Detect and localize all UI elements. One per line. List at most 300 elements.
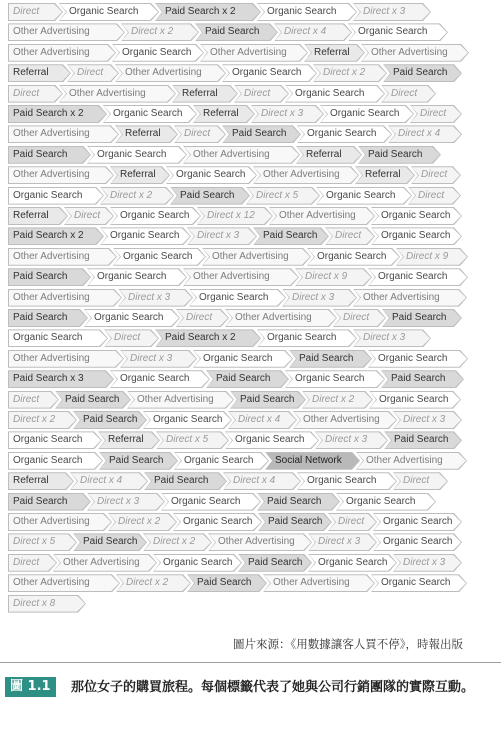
touchpoint-tag [206,370,289,388]
touchpoint-label: Paid Search [216,373,271,385]
touchpoint-tag [297,472,397,490]
touchpoint-tag [8,554,57,572]
touchpoint-tag [8,493,91,511]
touchpoint-label: Paid Search [392,312,447,323]
touchpoint-label: Paid Search [240,393,295,405]
touchpoint-tag [396,248,468,266]
touchpoint-tag [110,370,210,388]
touchpoint-label: Referral [314,46,350,58]
touchpoint-label: Other Advertising [371,46,448,58]
touchpoint-label: Paid Search x 2 [13,230,84,242]
touchpoint-label: Other Advertising [366,454,443,466]
touchpoint-tag [115,64,226,82]
touchpoint-label: Organic Search [235,434,305,446]
touchpoint-label: Direct x 3 [318,536,361,548]
touchpoint-label: Organic Search [307,475,377,487]
touchpoint-tag [84,309,180,327]
touchpoint-tag [8,309,88,327]
touchpoint-label: Organic Search [381,210,451,221]
touchpoint-tag [8,595,86,613]
touchpoint-tag [127,391,234,409]
touchpoint-label: Organic Search [317,250,387,262]
touchpoint-label: Paid Search [154,475,209,487]
touchpoint-tag [388,125,462,143]
touchpoint-tag [166,166,257,184]
touchpoint-label: Direct x 2 [153,536,196,548]
touchpoint-label: Other Advertising [13,26,90,38]
touchpoint-label: Direct x 5 [166,434,209,446]
touchpoint-label: Direct [114,332,141,344]
touchpoint-tag [369,391,461,409]
touchpoint-tag [382,309,462,327]
image-source-note: 圖片來源：《用數據讓客人買不停》，時報出版 [233,637,463,651]
touchpoint-label: Direct x 2 [312,393,355,405]
touchpoint-label: Paid Search [299,352,354,364]
touchpoint-tag [113,248,206,266]
touchpoint-tag [59,85,176,103]
touchpoint-tag [8,146,91,164]
touchpoint-label: Direct [391,87,418,99]
touchpoint-label: Organic Search [113,108,183,119]
touchpoint-label: Paid Search [394,434,449,446]
touchpoint-label: Organic Search [69,6,139,17]
touchpoint-tag [316,187,412,205]
touchpoint-label: Paid Search [13,148,68,160]
touchpoint-tag [373,533,462,551]
touchpoint-label: Organic Search [381,577,451,589]
touchpoint-tag [315,431,388,449]
touchpoint-label: Direct [343,312,370,323]
touchpoint-tag [348,23,448,41]
touchpoint-tag [269,207,375,225]
touchpoint-tag [296,146,362,164]
touchpoint-tag [384,431,462,449]
touchpoint-label: Organic Search [110,230,180,242]
touchpoint-label: Paid Search [83,536,138,548]
touchpoint-label: Organic Search [120,210,190,221]
touchpoint-label: Direct x 5 [256,189,299,201]
touchpoint-label: Direct x 3 [363,332,406,344]
touchpoint-tag [197,207,273,225]
touchpoint-tag [411,166,461,184]
touchpoint-tag [110,207,201,225]
touchpoint-label: Other Advertising [218,536,295,548]
touchpoint-label: Direct x 3 [261,108,304,119]
touchpoint-tag [282,289,357,307]
touchpoint-tag [265,452,360,470]
touchpoint-tag [183,146,300,164]
touchpoint-label: Social Network [275,454,342,466]
touchpoint-tag [8,207,68,225]
touchpoint-tag [257,3,357,21]
touchpoint-tag [183,268,299,286]
touchpoint-label: Other Advertising [303,414,380,425]
touchpoint-tag [8,452,103,470]
touchpoint-label: Direct [74,210,101,221]
touchpoint-label: Direct [13,87,40,99]
touchpoint-tag [234,85,289,103]
touchpoint-tag [104,329,159,347]
touchpoint-label: Other Advertising [279,210,356,221]
touchpoint-label: Other Advertising [69,87,146,99]
touchpoint-label: Paid Search [180,189,235,201]
touchpoint-tag [99,452,178,470]
touchpoint-label: Other Advertising [193,148,270,160]
touchpoint-tag [170,187,250,205]
touchpoint-tag [381,370,464,388]
touchpoint-label: Direct x 2 [13,414,56,425]
caption-divider [0,662,501,663]
touchpoint-label: Organic Search [383,516,453,527]
touchpoint-label: Organic Search [13,454,83,466]
touchpoint-tag [368,268,468,286]
touchpoint-label: Paid Search [393,67,448,79]
touchpoint-tag [143,533,212,551]
touchpoint-label: Paid Search [268,516,323,527]
touchpoint-label: Other Advertising [13,291,90,303]
touchpoint-tag [59,3,159,21]
touchpoint-label: Organic Search [97,271,167,283]
touchpoint-tag [116,574,191,592]
touchpoint-label: Direct [335,230,362,242]
touchpoint-label: Direct x 9 [406,250,449,262]
touchpoint-tag [8,105,107,123]
touchpoint-tag [8,44,116,62]
touchpoint-label: Other Advertising [193,271,270,283]
touchpoint-tag [307,248,400,266]
touchpoint-tag [302,391,373,409]
touchpoint-label: Organic Search [153,414,223,425]
touchpoint-label: Direct [186,312,213,323]
touchpoint-label: Direct x 3 [363,6,406,17]
touchpoint-tag [120,350,197,368]
touchpoint-tag [222,64,317,82]
touchpoint-tag [187,227,257,245]
touchpoint-tag [358,146,441,164]
touchpoint-label: Organic Search [326,189,396,201]
touchpoint-tag [325,227,375,245]
touchpoint-tag [70,472,148,490]
touchpoint-tag [289,350,372,368]
touchpoint-tag [373,513,462,531]
touchpoint-label: Organic Search [13,189,83,201]
touchpoint-tag [371,227,462,245]
touchpoint-label: Direct x 2 [126,577,169,589]
touchpoint-tag [193,350,293,368]
touchpoint-tag [258,513,332,531]
touchpoint-tag [115,125,178,143]
touchpoint-tag [8,166,114,184]
touchpoint-tag [100,227,191,245]
touchpoint-tag [176,309,229,327]
touchpoint-label: Paid Search [232,128,287,140]
touchpoint-tag [73,411,147,429]
touchpoint-label: Other Advertising [363,291,440,303]
touchpoint-tag [67,64,119,82]
touchpoint-label: Direct x 4 [233,475,276,487]
touchpoint-tag [8,329,108,347]
touchpoint-tag [410,105,462,123]
touchpoint-tag [174,452,269,470]
touchpoint-tag [304,44,365,62]
touchpoint-label: Organic Search [295,87,365,99]
touchpoint-label: Other Advertising [125,67,202,79]
touchpoint-label: Referral [203,108,239,119]
touchpoint-tag [328,513,377,531]
touchpoint-label: Referral [306,148,342,160]
touchpoint-label: Direct [403,475,430,487]
touchpoint-label: Organic Search [378,271,448,283]
touchpoint-label: Referral [13,67,49,79]
touchpoint-label: Paid Search [197,577,252,589]
touchpoint-tag [161,493,261,511]
touchpoint-label: Other Advertising [13,169,90,181]
touchpoint-label: Paid Search x 2 [165,332,236,344]
touchpoint-label: Organic Search [379,393,449,405]
touchpoint-label: Other Advertising [13,128,90,140]
touchpoint-tag [381,85,436,103]
touchpoint-tag [173,513,262,531]
touchpoint-tag [361,44,469,62]
touchpoint-tag [356,452,467,470]
touchpoint-label: Direct x 3 [325,434,368,446]
touchpoint-label: Other Advertising [273,577,350,589]
touchpoint-tag [393,411,462,429]
touchpoint-tag [8,125,119,143]
touchpoint-label: Organic Search [232,67,302,79]
touchpoint-label: Organic Search [378,352,448,364]
touchpoint-tag [285,370,385,388]
touchpoint-label: Other Advertising [210,46,287,58]
touchpoint-tag [202,248,311,266]
touchpoint-tag [98,431,160,449]
touchpoint-tag [8,350,124,368]
touchpoint-tag [53,554,157,572]
touchpoint-label: Referral [13,475,49,487]
touchpoint-tag [383,64,462,82]
touchpoint-tag [100,187,174,205]
touchpoint-label: Direct [418,189,445,201]
touchpoint-label: Organic Search [123,250,193,262]
touchpoint-tag [253,166,359,184]
touchpoint-label: Direct x 2 [131,26,174,38]
touchpoint-label: Referral [182,87,218,99]
touchpoint-label: Direct [421,169,448,181]
touchpoint-tag [225,431,319,449]
touchpoint-tag [8,533,77,551]
touchpoint-tag [336,493,436,511]
touchpoint-tag [8,289,122,307]
touchpoint-label: Referral [365,169,401,181]
touchpoint-label: Other Advertising [13,250,90,262]
touchpoint-label: Organic Search [307,128,377,140]
touchpoint-tag [155,329,261,347]
touchpoint-tag [293,411,397,429]
touchpoint-label: Paid Search x 2 [13,108,84,119]
touchpoint-label: Direct x 4 [238,414,281,425]
touchpoint-label: Organic Search [120,373,190,385]
touchpoint-tag [118,289,193,307]
touchpoint-tag [112,44,204,62]
touchpoint-tag [172,85,238,103]
touchpoint-label: Direct x 3 [97,495,140,507]
touchpoint-tag [208,533,312,551]
touchpoint-label: Direct [77,67,104,79]
touchpoint-label: Organic Search [122,46,192,58]
touchpoint-label: Other Advertising [13,516,90,527]
touchpoint-tag [8,513,112,531]
touchpoint-tag [297,125,392,143]
touchpoint-tag [144,472,227,490]
touchpoint-tag [257,493,340,511]
touchpoint-label: Paid Search [65,393,120,405]
touchpoint-label: Direct x 4 [284,26,327,38]
touchpoint-label: Organic Search [381,230,451,242]
touchpoint-label: Organic Search [199,291,269,303]
touchpoint-label: Paid Search [263,230,318,242]
touchpoint-tag [8,187,104,205]
touchpoint-label: Direct x 3 [403,414,446,425]
touchpoint-label: Organic Search [13,332,83,344]
touchpoint-label: Direct x 3 [128,291,171,303]
touchpoint-label: Organic Search [383,536,453,548]
touchpoint-tag [121,23,199,41]
touchpoint-tag [155,3,261,21]
touchpoint-tag [153,554,242,572]
touchpoint-label: Direct x 9 [305,271,348,283]
touchpoint-label: Paid Search [205,26,260,38]
touchpoint-tag [174,125,226,143]
touchpoint-tag [8,370,114,388]
touchpoint-tag [263,574,375,592]
touchpoint-tag [200,44,308,62]
touchpoint-tag [253,227,329,245]
touchpoint-tag [368,350,468,368]
touchpoint-label: Referral [120,169,156,181]
touchpoint-label: Organic Search [267,6,337,17]
touchpoint-tag [108,513,177,531]
touchpoint-label: Direct [338,516,365,527]
figure-caption: 那位女子的購買旅程。每個標籤代表了她與公司行銷團隊的實際互動。 [71,680,475,695]
touchpoint-tag [230,391,306,409]
touchpoint-tag [87,146,187,164]
touchpoint-tag [228,411,297,429]
touchpoint-label: Organic Search [295,373,365,385]
touchpoint-tag [156,431,229,449]
touchpoint-label: Paid Search [391,373,446,385]
touchpoint-label: Paid Search [13,312,68,323]
touchpoint-tag [285,85,385,103]
touchpoint-tag [251,105,324,123]
touchpoint-tag [8,64,71,82]
touchpoint-tag [308,533,377,551]
touchpoint-tag [64,207,114,225]
touchpoint-tag [8,391,59,409]
touchpoint-label: Direct x 3 [197,230,240,242]
touchpoint-label: Direct x 2 [118,516,161,527]
touchpoint-label: Organic Search [183,516,253,527]
touchpoint-tag [355,166,415,184]
touchpoint-tag [223,472,301,490]
touchpoint-tag [408,187,461,205]
touchpoint-label: Direct [13,556,40,568]
touchpoint-tag [371,207,462,225]
touchpoint-tag [308,554,397,572]
touchpoint-tag [222,125,301,143]
touchpoint-label: Other Advertising [13,46,90,58]
touchpoint-label: Organic Search [346,495,416,507]
touchpoint-label: Paid Search [248,556,303,568]
touchpoint-tag [8,248,117,266]
touchpoint-tag [55,391,131,409]
touchpoint-tag [187,574,267,592]
touchpoint-label: Referral [108,434,144,446]
touchpoint-tag [371,574,467,592]
touchpoint-tag [393,472,448,490]
touchpoint-tag [143,411,232,429]
touchpoint-tag [73,533,147,551]
touchpoint-label: Paid Search [83,414,138,425]
touchpoint-label: Direct x 12 [207,210,255,221]
touchpoint-label: Referral [125,128,161,140]
touchpoint-label: Paid Search [368,148,423,160]
touchpoint-label: Direct x 2 [323,67,366,79]
touchpoint-label: Organic Search [176,169,246,181]
touchpoint-tag [8,574,120,592]
touchpoint-tag [274,23,352,41]
touchpoint-tag [8,268,91,286]
touchpoint-tag [295,268,372,286]
touchpoint-label: Paid Search [267,495,322,507]
touchpoint-label: Organic Search [267,332,337,344]
touchpoint-label: Direct x 4 [80,475,123,487]
touchpoint-label: Direct x 3 [130,352,173,364]
touchpoint-tag [8,23,125,41]
touchpoint-label: Organic Search [163,556,233,568]
touchpoint-label: Organic Search [203,352,273,364]
touchpoint-label: Organic Search [13,434,83,446]
touchpoint-label: Direct [420,108,447,119]
touchpoint-label: Referral [13,210,49,221]
touchpoint-tag [353,3,431,21]
touchpoint-label: Direct [13,393,40,405]
touchpoint-label: Direct x 2 [110,189,153,201]
touchpoint-label: Paid Search [13,271,68,283]
touchpoint-label: Direct x 5 [13,536,56,548]
touchpoint-label: Organic Search [318,556,388,568]
figure-number-badge: 圖 1.1 [5,677,56,697]
touchpoint-label: Other Advertising [212,250,289,262]
touchpoint-tag [353,329,431,347]
touchpoint-label: Other Advertising [63,556,140,568]
touchpoint-tag [257,329,357,347]
touchpoint-label: Organic Search [171,495,241,507]
touchpoint-label: Direct [244,87,271,99]
touchpoint-tag [8,411,77,429]
touchpoint-tag [8,431,102,449]
touchpoint-tag [320,105,414,123]
touchpoint-tag [87,493,165,511]
touchpoint-tag [195,23,278,41]
touchpoint-label: Other Advertising [263,169,340,181]
touchpoint-tag [238,554,312,572]
touchpoint-tag [193,105,255,123]
touchpoint-label: Organic Search [358,26,428,38]
touchpoint-label: Direct x 3 [403,556,446,568]
touchpoint-label: Other Advertising [13,577,90,589]
touchpoint-label: Direct x 4 [398,128,441,140]
touchpoint-tag [87,268,187,286]
